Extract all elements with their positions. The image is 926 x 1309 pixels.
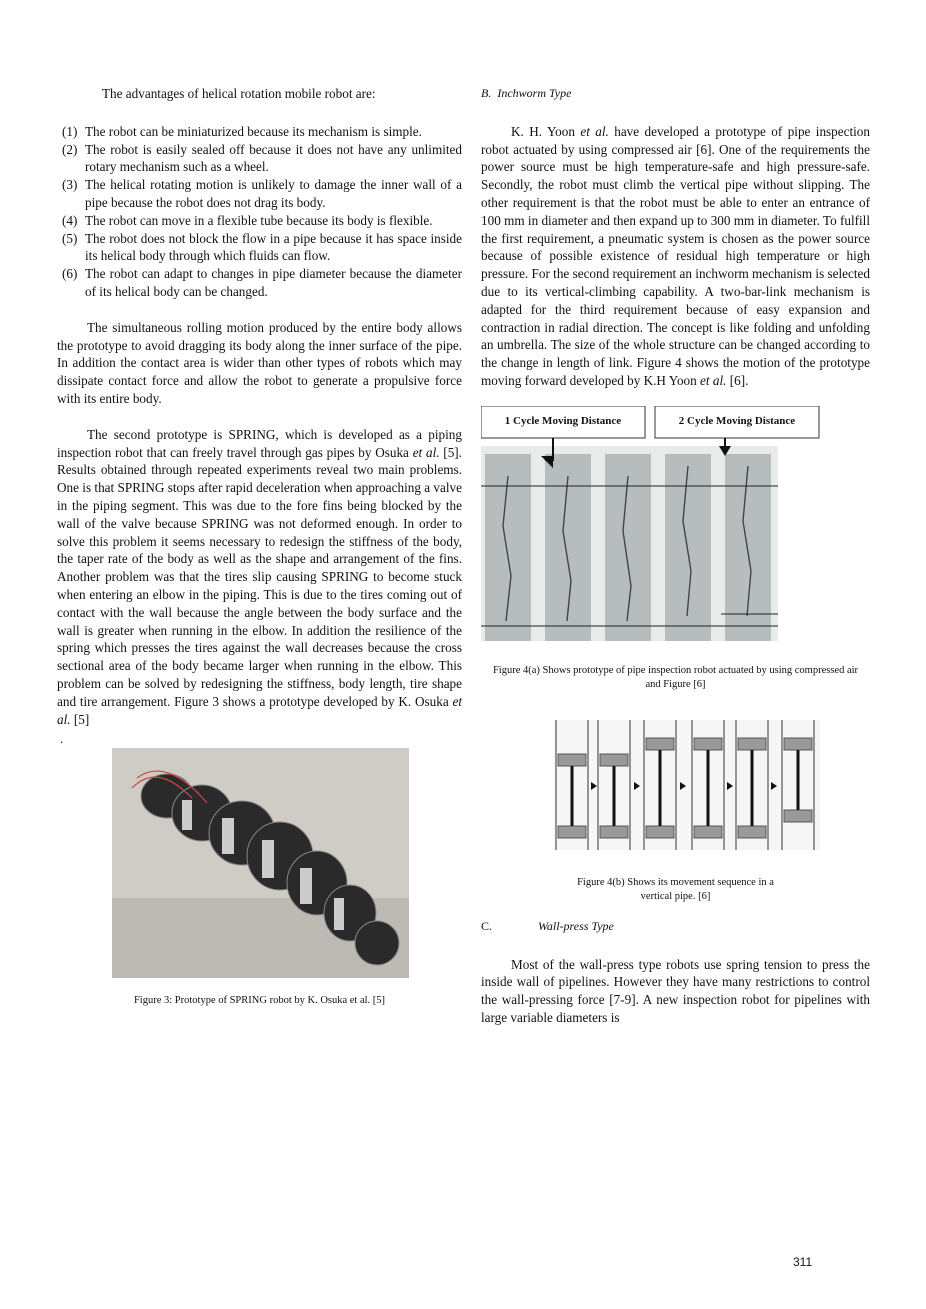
- figure-4a-caption: Figure 4(a) Shows prototype of pipe inspection robot actuated by using compressed air and Figure [6]: [492, 664, 859, 690]
- spring-robot-photo: [112, 748, 409, 978]
- section-heading-c: C. Wall-press Type: [481, 918, 614, 933]
- page-number: 311: [793, 1255, 813, 1269]
- list-item: (4) The robot can move in a flexible tube because its body is flexible.: [62, 212, 433, 228]
- advantages-intro: The advantages of helical rotation mobile robot are:: [102, 86, 376, 101]
- list-item: (3) The helical rotating motion is unlikely to damage the inner wall of a pipe because the robot does not drag its body.: [62, 177, 462, 210]
- left-column: [57, 85, 462, 1008]
- section-heading-b: B. Inchworm Type: [481, 86, 572, 100]
- movement-sequence-diagram: [554, 720, 820, 850]
- paragraph-wall-press: Most of the wall-press type robots use spring tension to press the inside wall of pipelines. However they have many restrictions to control the wall-pressing force [7-9]. A new inspection robot for pipelines with large variable diameters is: [481, 956, 870, 1025]
- figure-4a-image: [504, 406, 842, 636]
- figure-4b-image: [554, 720, 820, 850]
- stray-dot: .: [60, 732, 63, 747]
- inchworm-prototype-photo: [481, 406, 821, 641]
- right-column: [481, 85, 870, 1045]
- fig4a-label-2: 2 Cycle Moving Distance: [678, 414, 796, 427]
- list-item: (5) The robot does not block the flow in a pipe because it has space inside its helical body through which fluids can flow.: [62, 230, 462, 264]
- paragraph-inchworm: K. H. Yoon et al. have developed a prototype of pipe inspection robot actuated by using compressed air [6]. One of the requirements the power source must be high temperature-safe and high pressure-safe. Secondly, the robot must climb the vertical pipe without slipping. The other requirement is that the robot must be able to enter an entrance of 100 mm in diameter and then expand up to 300 mm in diameter. To fulfill the first requirement, a pneumatic system is chosen as the power source because of possible existence of residual high temperature or high pressure. For the second requirement an inchworm mechanism is selected due to its vertical-climbing capability. A two-bar-link mechanism is adapted for the third requirement because of easy expansion and contraction in radial direction. The concept is like folding and unfolding an umbrella. The size of the whole structure can be changed according to the change in length of link. Figure 4 shows the motion of the prototype moving forward developed by K.H Yoon et al. [6].: [481, 123, 870, 388]
- list-item: (6) The robot can adapt to changes in pipe diameter because the diameter of its helical body can be changed.: [62, 266, 462, 299]
- paragraph-spring: The second prototype is SPRING, which is developed as a piping inspection robot that can freely travel through gas pipes by Osuka et al. [5]. Results obtained through repeated experiments reveal two main problems. One is that SPRING stops after rapid deceleration when approaching a valve in the piping segment. This was due to the fore fins being blocked by the wall of the valve because SPRING was not deformed enough. In order to solve this problem it seems necessary to redesign the stiffness of the body, the taper rate of the body as well as the shape and arrangement of the fins. Another problem was that the tires slip causing SPRING to become stuck when entering an elbow in the piping. This is due to the tires coming out of contact with the wall because the angle between the body surface and the wall is greater when running in the elbow. In addition the resilience of the spring which presses the tires against the wall decreases because the cross sectional area of the body became larger when running in the elbow. This problem can be solved by redesigning the stiffness, body length, tire shape and tire arrangement. Figure 3 shows a prototype developed by K. Osuka et al. [5]: [57, 426, 462, 727]
- advantages-list: [57, 123, 462, 301]
- paragraph-rolling-motion: The simultaneous rolling motion produced by the entire body allows the prototype to avoid dragging its body along the inner surface of the pipe. In addition the contact area is wider than other types of robots which may dissipate contact force and allow the robot to generate a propulsive force with its entire body.: [57, 319, 462, 406]
- list-item: (2) The robot is easily sealed off because it does not have any unlimited rotary mechanism such as a wheel.: [62, 141, 462, 175]
- figure-3-caption: Figure 3: Prototype of SPRING robot by K. Osuka et al. [5]: [133, 995, 386, 1007]
- fig4a-label-1: 1 Cycle Moving Distance: [504, 414, 622, 427]
- figure-4b-caption: Figure 4(b) Shows its movement sequence in a vertical pipe. [6]: [577, 876, 774, 902]
- figure-3-image: [112, 748, 409, 978]
- list-item: (1) The robot can be miniaturized because its mechanism is simple.: [62, 123, 422, 139]
